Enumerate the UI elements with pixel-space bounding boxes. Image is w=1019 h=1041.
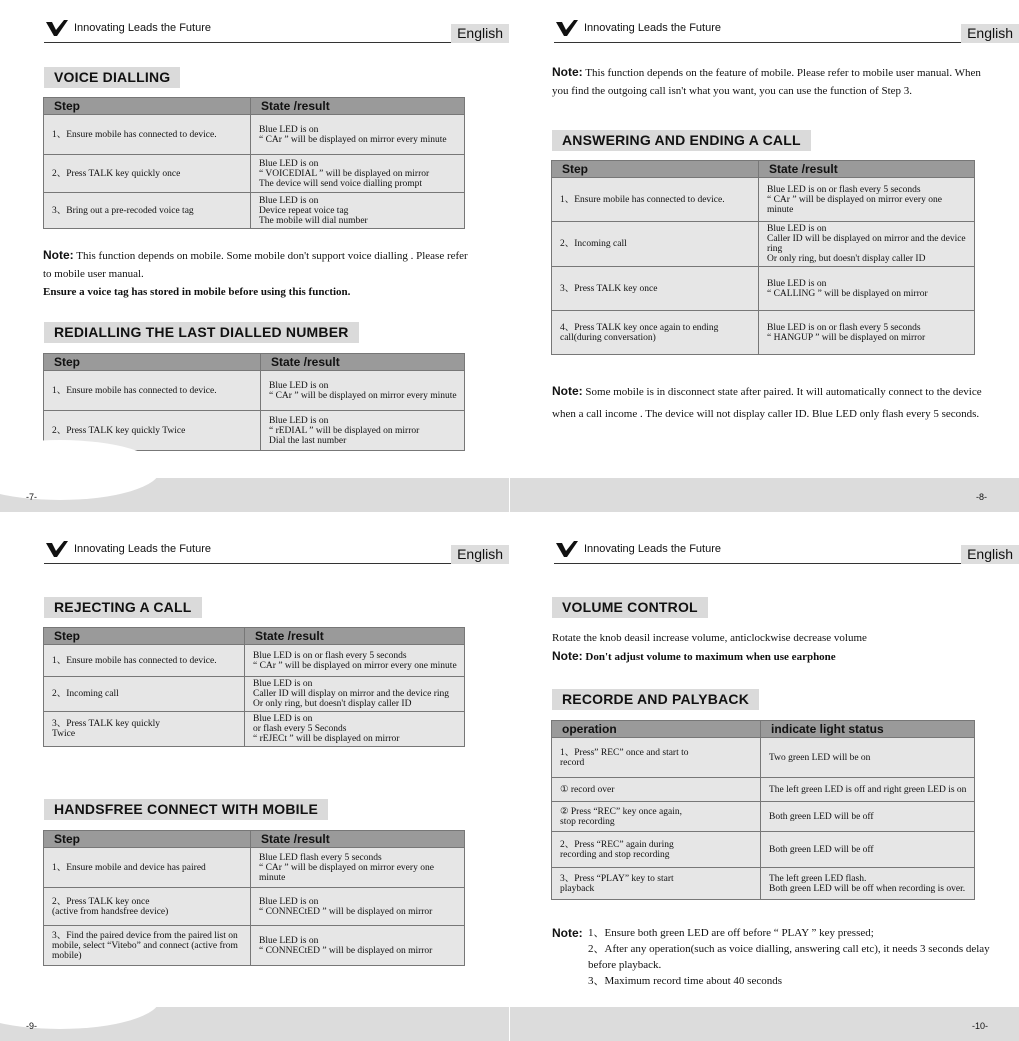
table-row: 2、Press TALK key quickly once Blue LED is on “ VOICEDIAL ” will be displayed on mirror The device will send voice dialling prompt: [44, 155, 465, 193]
section-title-answering: ANSWERING AND ENDING A CALL: [552, 130, 811, 151]
section-title-handsfree: HANDSFREE CONNECT WITH MOBILE: [44, 799, 328, 820]
language-label: English: [451, 545, 509, 564]
page-7: [0, 0, 509, 520]
col-step: Step: [44, 831, 251, 848]
header-tagline: Innovating Leads the Future: [74, 22, 211, 34]
voice-dialling-table: [43, 97, 465, 229]
table-row: 3、Bring out a pre-recoded voice tag Blue LED is on Device repeat voice tag The mobile will dial number: [44, 193, 465, 229]
table-row: 2、Incoming call Blue LED is on Caller ID will be displayed on mirror and the device ring Or only ring, but doesn't display caller ID: [552, 222, 975, 267]
language-label: English: [961, 24, 1019, 43]
page-9: [0, 521, 509, 1041]
page-header: [554, 18, 1019, 43]
answering-table: [551, 160, 975, 355]
language-label: English: [451, 24, 509, 43]
table-row: 2、Incoming call Blue LED is on Caller ID will display on mirror and the device ring Or only ring, but doesn't display caller ID: [44, 677, 465, 712]
col-state: State /result: [759, 161, 975, 178]
table-row: 3、Press TALK key once Blue LED is on “ CALLING ” will be displayed on mirror: [552, 267, 975, 311]
brand-logo-icon: [556, 541, 578, 557]
page-number: -9-: [26, 1021, 37, 1031]
header-tagline: Innovating Leads the Future: [584, 543, 721, 555]
page-header: [44, 18, 509, 43]
table-row: 2、Press TALK key quickly Twice Blue LED is on “ rEDIAL ” will be displayed on mirror Dial the last number: [44, 411, 465, 451]
handsfree-table: [43, 830, 465, 966]
table-row: 1、Ensure mobile has connected to device. Blue LED is on or flash every 5 seconds “ CAr ” will be displayed on mirror every one minute: [552, 178, 975, 222]
header-tagline: Innovating Leads the Future: [584, 22, 721, 34]
page-number: -10-: [972, 1021, 989, 1031]
rejecting-table: [43, 627, 465, 747]
table-row: 4、Press TALK key once again to ending call(during conversation) Blue LED is on or flash every 5 seconds “ HANGUP ” will be displayed on mirror: [552, 311, 975, 355]
section-title-voice-dialling: VOICE DIALLING: [44, 67, 180, 88]
col-state: State /result: [245, 628, 465, 645]
page-header: [44, 539, 509, 564]
col-step: Step: [44, 354, 261, 371]
bottom-note: Note: Some mobile is in disconnect state after paired. It will automatically connect to the device when a call income . The device will not display caller ID. Blue LED only flash every 5 seconds.: [552, 384, 982, 420]
table-row: 3、Press TALK key quickly Twice Blue LED is on or flash every 5 Seconds “ rEJECt ” will be displayed on mirror: [44, 712, 465, 747]
page-10: [510, 521, 1019, 1041]
table-row: ② Press “REC” key once again, stop recording Both green LED will be off: [552, 802, 975, 832]
section-title-redialling: REDIALLING THE LAST DIALLED NUMBER: [44, 322, 359, 343]
footer-band: [510, 1007, 1019, 1041]
table-row: 1、Press” REC” once and start to record Two green LED will be on: [552, 738, 975, 778]
voice-note: Note: This function depends on mobile. Some mobile don't support voice dialling . Please refer to mobile user manual. Ensure a voice tag has stored in mobile before using this function.: [43, 248, 468, 298]
col-light-status: indicate light status: [761, 721, 975, 738]
footer-band: [510, 478, 1019, 512]
page-8: [510, 0, 1019, 520]
table-row: 1、Ensure mobile has connected to device. Blue LED is on “ CAr ” will be displayed on mirror every minute: [44, 115, 465, 155]
col-step: Step: [44, 98, 251, 115]
section-title-record: RECORDE AND PALYBACK: [552, 689, 759, 710]
redialling-table: [43, 353, 465, 451]
section-title-rejecting: REJECTING A CALL: [44, 597, 202, 618]
page-number: -8-: [976, 492, 987, 502]
record-notes: Note: 1、Ensure both green LED are off before “ PLAY ” key pressed; 2、After any operation(such as voice dialling, answering call etc), it needs 3 seconds delay before playback. 3、Maximum record time about 40 seconds: [552, 926, 990, 987]
col-state: State /result: [261, 354, 465, 371]
table-row: 1、Ensure mobile has connected to device. Blue LED is on or flash every 5 seconds “ CAr ” will be displayed on mirror every one minute: [44, 645, 465, 677]
table-row: 3、Press “PLAY” key to start playback The left green LED flash. Both green LED will be off when recording is over.: [552, 868, 975, 900]
table-row: 3、Find the paired device from the paired list on mobile, select “Vitebo” and connect (active from mobile) Blue LED is on “ CONNECtED ” will be displayed on mirror: [44, 926, 465, 966]
section-title-volume: VOLUME CONTROL: [552, 597, 708, 618]
header-tagline: Innovating Leads the Future: [74, 543, 211, 555]
table-row: 2、Press TALK key once (active from handsfree device) Blue LED is on “ CONNECtED ” will be displayed on mirror: [44, 888, 465, 926]
page-number: -7-: [26, 492, 37, 502]
brand-logo-icon: [46, 20, 68, 36]
col-operation: operation: [552, 721, 761, 738]
table-row: 1、Ensure mobile has connected to device. Blue LED is on “ CAr ” will be displayed on mirror every minute: [44, 371, 465, 411]
page-header: [554, 539, 1019, 564]
table-row: ① record over The left green LED is off and right green LED is on: [552, 778, 975, 802]
record-table: [551, 720, 975, 900]
table-row: 2、Press “REC” again during recording and stop recording Both green LED will be off: [552, 832, 975, 868]
top-note: Note: This function depends on the feature of mobile. Please refer to mobile user manual. When you find the outgoing call isn't what you want, you can use the function of Step 3.: [552, 65, 981, 97]
brand-logo-icon: [46, 541, 68, 557]
col-step: Step: [44, 628, 245, 645]
col-state: State /result: [251, 98, 465, 115]
col-state: State /result: [251, 831, 465, 848]
volume-text: Rotate the knob deasil increase volume, anticlockwise decrease volume Note: Don't adjust volume to maximum when use earphone: [552, 632, 867, 663]
col-step: Step: [552, 161, 759, 178]
brand-logo-icon: [556, 20, 578, 36]
table-row: 1、Ensure mobile and device has paired Blue LED flash every 5 seconds “ CAr ” will be displayed on mirror every one minute: [44, 848, 465, 888]
language-label: English: [961, 545, 1019, 564]
